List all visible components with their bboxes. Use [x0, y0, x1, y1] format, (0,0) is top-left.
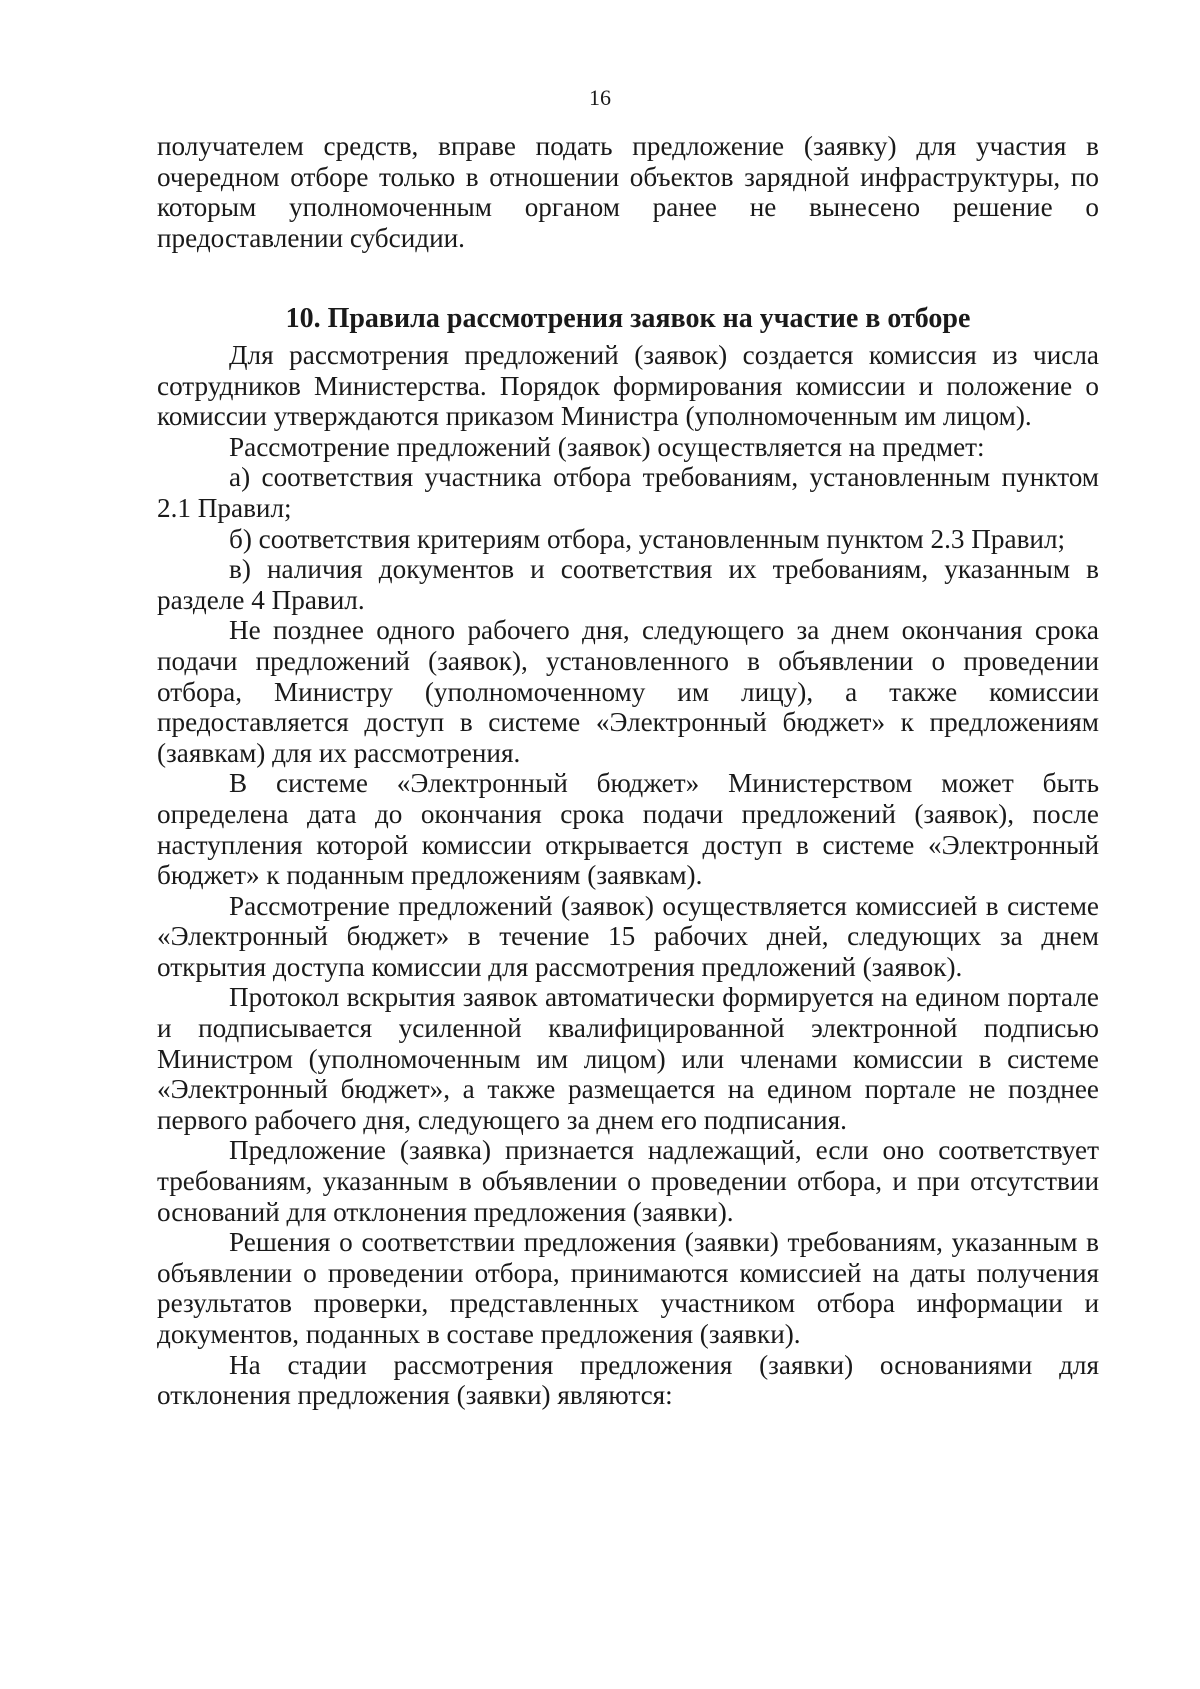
paragraph: Решения о соответствии предложения (заявки) требованиям, указанным в объявлении о проведении отбора, принимаются комиссией на даты получения результатов проверки, представленных участником отбора информации и документов, поданных в составе предложения (заявки). [157, 1227, 1099, 1349]
paragraph: В системе «Электронный бюджет» Министерством может быть определена дата до окончания срока подачи предложений (заявок), после наступления которой комиссии открывается доступ в системе «Электронный бюджет» к поданным предложениям (заявкам). [157, 768, 1099, 891]
list-item: в) наличия документов и соответствия их требованиям, указанным в разделе 4 Правил. [157, 554, 1099, 615]
page-number: 16 [589, 85, 611, 110]
paragraph: Для рассмотрения предложений (заявок) создается комиссия из числа сотрудников Министерства. Порядок формирования комиссии и положение о комиссии утверждаются приказом Министра (уполномоченным им лицом). [157, 340, 1099, 432]
list-item: б) соответствия критериям отбора, установленным пунктом 2.3 Правил; [229, 523, 1066, 554]
paragraph: Протокол вскрытия заявок автоматически формируется на едином портале и подписывается усиленной квалифицированной электронной подписью Министром (уполномоченным им лицом) или членами комиссии в системе «Электронный бюджет», а также размещается на едином портале не позднее первого рабочего дня, следующего за днем его подписания. [157, 982, 1099, 1135]
paragraph: Рассмотрение предложений (заявок) осуществляется на предмет: [229, 431, 985, 462]
intro-paragraph: получателем средств, вправе подать предложение (заявку) для участия в очередном отборе только в отношении объектов зарядной инфраструктуры, по которым уполномоченным органом ранее не вынесено решение о предоставлении субсидии. [157, 131, 1099, 253]
paragraph: Рассмотрение предложений (заявок) осуществляется комиссией в системе «Электронный бюджет» в течение 15 рабочих дней, следующих за днем открытия доступа комиссии для рассмотрения предложений (заявок). [157, 890, 1099, 982]
intro-block [157, 131, 1099, 253]
paragraph: Не позднее одного рабочего дня, следующего за днем окончания срока подачи предложений (заявок), установленного в объявлении о проведении отбора, Министру (уполномоченному им лицу), а также комиссии предоставляется доступ в системе «Электронный бюджет» к предложениям (заявкам) для их рассмотрения. [157, 615, 1099, 768]
paragraph: На стадии рассмотрения предложения (заявки) основаниями для отклонения предложения (заявки) являются: [157, 1349, 1099, 1411]
list-item: а) соответствия участника отбора требованиям, установленным пунктом 2.1 Правил; [157, 462, 1099, 523]
section-body [157, 340, 1099, 1411]
section-heading: 10. Правила рассмотрения заявок на участие в отборе [285, 303, 971, 334]
paragraph: Предложение (заявка) признается надлежащий, если оно соответствует требованиям, указанным в объявлении о проведении отбора, и при отсутствии оснований для отклонения предложения (заявки). [157, 1135, 1099, 1227]
